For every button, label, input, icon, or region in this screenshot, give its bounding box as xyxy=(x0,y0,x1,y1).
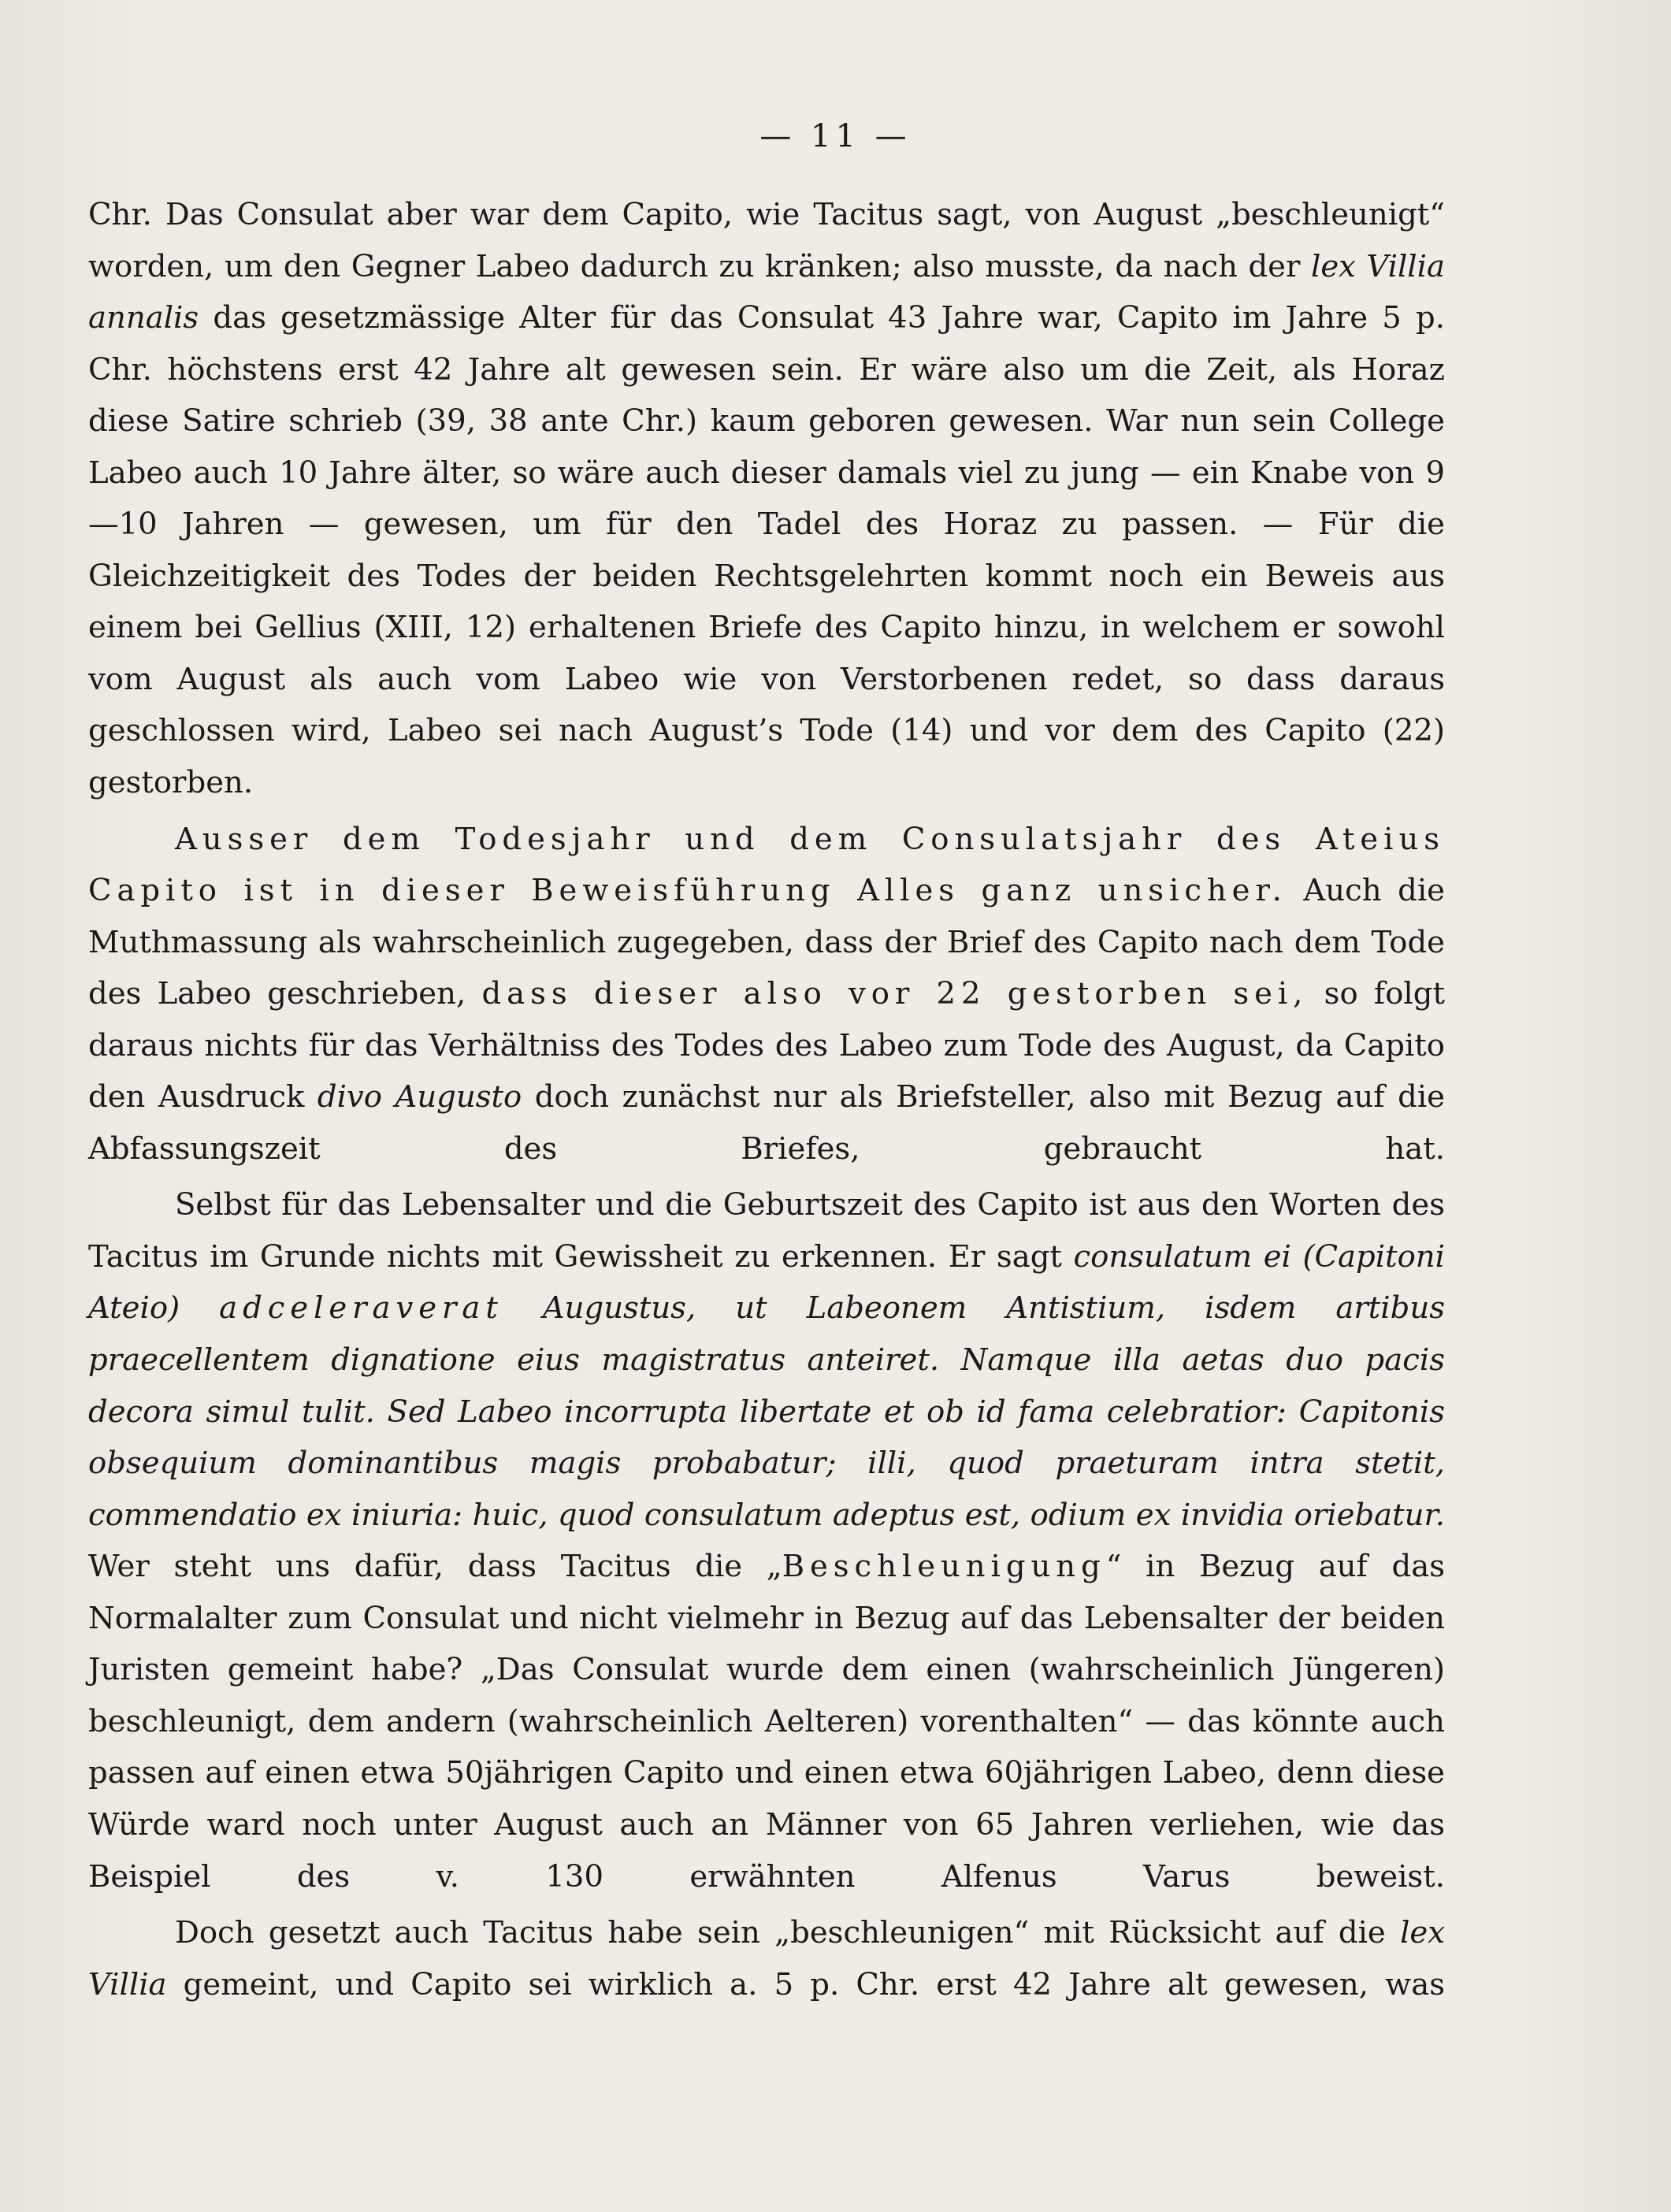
text-run: Chr. Das Consulat aber war dem Capito, wie Tacitus sagt, von August „beschleunigt“ worden, um den Gegner Labeo dadurch zu kränken; also musste, da nach der xyxy=(88,197,1445,284)
spaced-italic-run: adceleraverat xyxy=(219,1290,503,1327)
text-run: gemeint, und Capito sei wirklich a. 5 p. Chr. erst 42 Jahre alt gewesen, was xyxy=(166,1966,1445,2002)
italic-run: divo Augusto xyxy=(317,1079,522,1115)
text-run: “ in Bezug auf das Normalalter zum Consulat und nicht vielmehr in Bezug auf das Lebensalter der beiden Juristen gemeint habe? „Das Consulat wurde dem einen (wahrscheinlich Jüngeren) beschleunigt, dem andern (wahrscheinlich Aelteren) vorenthalten“ — das könnte auch passen auf einen etwa 50jährigen Capito und einen etwa 60jährigen Labeo, denn diese Würde ward noch unter August auch an Männer von 65 Jahren verliehen, wie das Beispiel des v. 130 erwähnten Alfenus Varus beweist. xyxy=(88,1549,1445,1895)
paragraph xyxy=(88,1907,1445,2010)
text-run: Wer steht uns dafür, dass Tacitus die „ xyxy=(88,1549,782,1585)
body-text xyxy=(88,189,1445,2010)
page-number: — 11 — xyxy=(759,118,912,154)
spaced-run: Beschleunigung xyxy=(782,1549,1106,1585)
italic-run: lex Villia annalis xyxy=(88,248,1445,336)
text-run: Auch die Muthmassung als wahrscheinlich zugegeben, dass der Brief des Capito nach dem Tode des Labeo geschrieben, xyxy=(88,873,1445,1012)
italic-run: Augustus, ut Labeonem Antistium, isdem artibus praecellentem dignatione eius magistratus anteiret. Namque illa aetas duo pacis decora simul tulit. Sed Labeo incorrupta libertate et ob id fama celebratior: Capitonis obsequium dominantibus magis probabatur; illi, quod praeturam intra stetit, commendatio ex iniuria: huic, quod consulatum adeptus est, odium ex invidia oriebatur. xyxy=(88,1290,1445,1533)
text-run: das gesetzmässige Alter für das Consulat 43 Jahre war, Capito im Jahre 5 p. Chr. höchstens erst 42 Jahre alt gewesen sein. Er wäre also um die Zeit, als Horaz diese Satire schrieb (39, 38 ante Chr.) kaum geboren gewesen. War nun sein College Labeo auch 10 Jahre älter, so wäre auch dieser damals viel zu jung — ein Knabe von 9—10 Jahren — gewesen, um für den Tadel des Horaz zu passen. — Für die Gleichzeitigkeit des Todes der beiden Rechtsgelehrten kommt noch ein Beweis aus einem bei Gellius (XIII, 12) erhaltenen Briefe des Capito hinzu, in welchem er sowohl vom August als auch vom Labeo wie von Verstorbenen redet, so dass daraus geschlossen wird, Labeo sei nach August’s Tode (14) und vor dem des Capito (22) gestorben. xyxy=(88,300,1445,801)
text-run: doch zunächst nur als Briefsteller, also mit Bezug auf die Abfassungszeit des Briefes, gebraucht hat. xyxy=(88,1079,1446,1167)
spaced-run: dass dieser also vor 22 gestorben sei, xyxy=(481,976,1309,1012)
text-run: so folgt daraus nichts für das Verhältniss des Todes des Labeo zum Tode des August, da Capito den Ausdruck xyxy=(88,976,1445,1115)
text-run: Doch gesetzt auch Tacitus habe sein „beschleunigen“ mit Rücksicht auf die xyxy=(175,1915,1401,1951)
italic-run: consulatum ei (Capitoni Ateio) xyxy=(88,1238,1445,1327)
spaced-run: Ausser dem Todesjahr und dem Consulatsjahr des Ateius Capito ist in dieser Beweisführung Alles ganz unsicher. xyxy=(88,821,1445,909)
paragraph xyxy=(88,814,1445,1175)
paragraph xyxy=(88,1179,1445,1902)
italic-run: lex Villia xyxy=(88,1915,1445,2002)
text-run: Selbst für das Lebensalter und die Geburtszeit des Capito ist aus den Worten des Tacitus im Grunde nichts mit Gewissheit zu erkennen. Er sagt xyxy=(88,1187,1445,1275)
paragraph xyxy=(88,189,1445,809)
